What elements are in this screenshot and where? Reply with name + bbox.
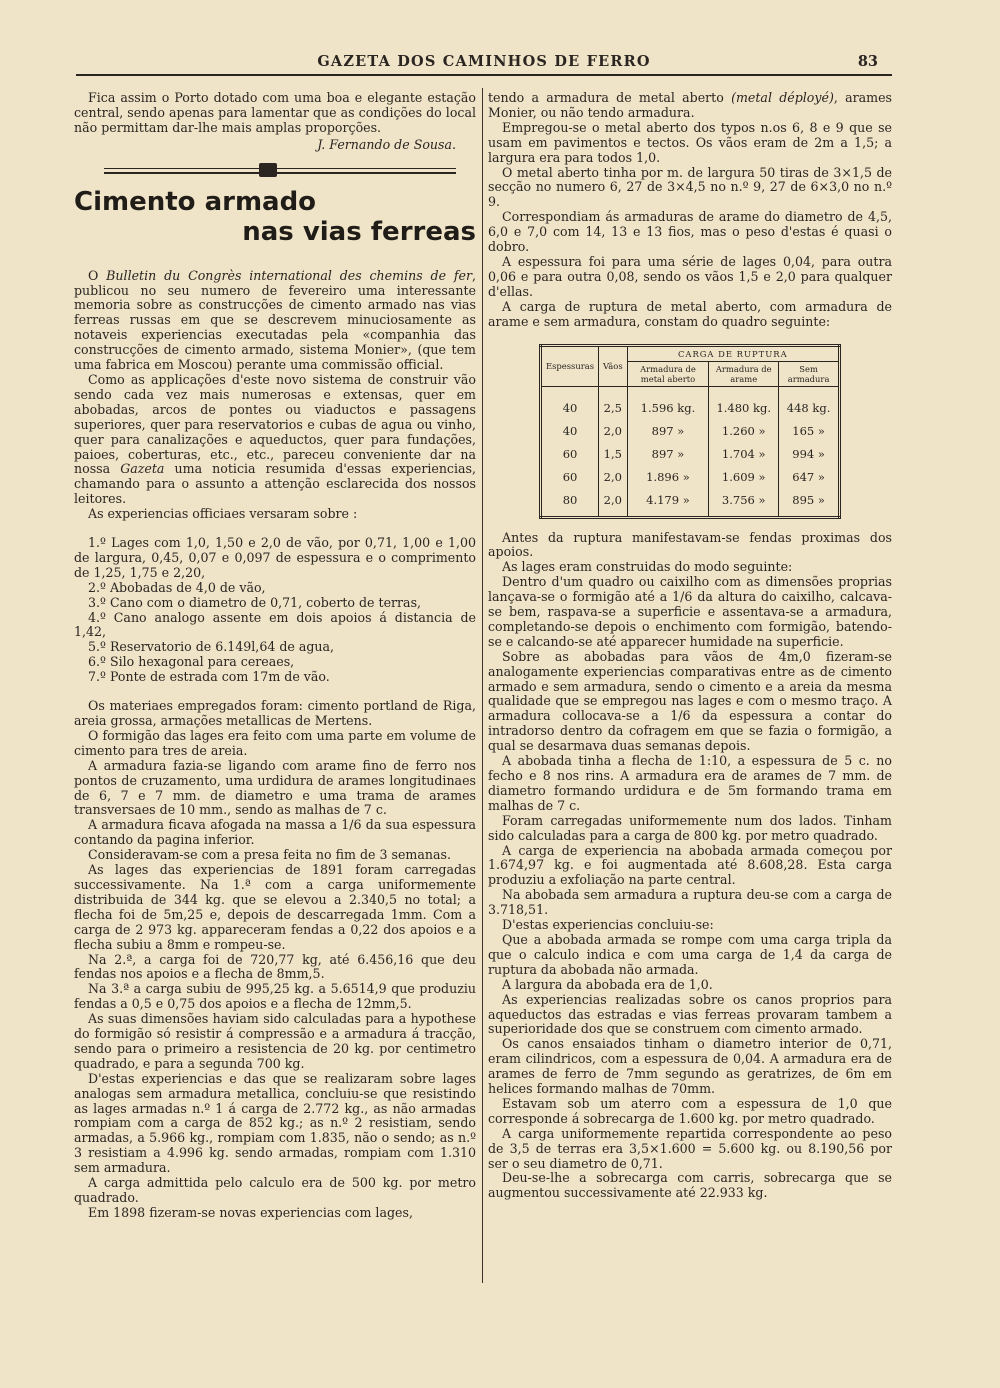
list-item: 6.º Silo hexagonal para cereaes,: [88, 654, 295, 670]
table-row: 80 2,0 4.179 » 3.756 » 895 »: [541, 489, 840, 518]
list-item: 5.º Reservatorio de 6.149l,64 de agua,: [88, 639, 335, 655]
table-row: 40 2,0 897 » 1.260 » 165 »: [541, 420, 840, 443]
paragraph: As experiencias realizadas sobre os canos proprios para aqueductos das estradas e vias ferreas provaram tambem a superioridade dos que se construem com cimento armado.: [488, 991, 892, 1037]
list-item: 7.º Ponte de estrada com 17m de vão.: [88, 669, 330, 685]
paragraph: Os materiaes empregados foram: cimento portland de Riga, areia grossa, armações metallicas de Mertens.: [74, 698, 476, 728]
paragraph: Correspondiam ás armaduras de arame do diametro de 4,5, 6,0 e 7,0 com 14, 13 e 13 fios, mas o peso d'estas é quasi o dobro.: [488, 209, 892, 255]
paragraph: A carga de experiencia na abobada armada começou por 1.674,97 kg. e foi augmentada até 8.608,28. Esta carga produziu a exfoliação na parte central.: [488, 842, 892, 888]
page-header: [76, 52, 892, 76]
metal-deploye-term: (metal déployé): [731, 90, 834, 105]
left-column: [74, 91, 476, 1221]
paragraph: O formigão das lages era feito com uma parte em volume de cimento para tres de areia.: [74, 727, 476, 758]
bulletin-title: Bulletin du Congrès international des chemins de fer: [106, 267, 472, 283]
author-signature: J. Fernando de Sousa.: [317, 136, 456, 152]
paragraph: A largura da abobada era de 1,0.: [502, 976, 713, 992]
journal-title: GAZETA DOS CAMINHOS DE FERRO: [317, 53, 651, 70]
list-item: 2.º Abobadas de 4,0 de vão,: [88, 579, 266, 595]
paragraph: Em 1898 fizeram-se novas experiencias com lages,: [88, 1204, 413, 1220]
paragraph: As lages das experiencias de 1891 foram carregadas successivamente. Na 1.ª com a carga uniformemente distribuida de 344 kg. que se elevou a 2.340,5 no total; a flecha foi de 5m,25 e, depois de descarregada 1mm. Com a carga de 2 973 kg. appareceram fendas a 0,22 dos apoios e a flecha subiu a 8mm e rompeu-se.: [74, 862, 476, 952]
table-row: 60 1,5 897 » 1.704 » 994 »: [541, 443, 840, 466]
column-header-spans: Vãos: [599, 345, 628, 386]
paragraph: Sobre as abobadas para vãos de 4m,0 fizeram-se analogamente experiencias comparativas entre as de cimento armado e sem armadura, sendo o cimento e a areia da mesma qualidade que se empregou nas lages e com o mesmo traço. A armadura collocava-se a 1/6 da espessura a contar do intradorso dentro da cofragem em que se fazia o formigão, a qual se desarmava duas semanas depois.: [488, 648, 892, 754]
paragraph: A armadura fazia-se ligando com arame fino de ferro nos pontos de cruzamento, uma urdidura de arames longitudinaes de 6, 7 e 7 mm. de diametro e uma trama de arames transversaes de 10 mm., sendo as malhas de 7 c.: [74, 757, 476, 818]
column-header-none: Sem armadura: [779, 361, 840, 386]
paragraph: Na 3.ª a carga subiu de 995,25 kg. a 5.6514,9 que produziu fendas a 0,5 e 0,75 dos apoios e a flecha de 12mm,5.: [74, 981, 476, 1012]
paragraph: O metal aberto tinha por m. de largura 50 tiras de 3×1,5 de secção no numero 6, 27 de 3×4,5 no n.º 9, 27 de 6×3,0 no n.º 9.: [488, 164, 892, 210]
rupture-load-table: [539, 344, 841, 519]
paragraph: A armadura ficava afogada na massa a 1/6 da sua espessura contando da pagina inferior.: [74, 817, 476, 848]
article-title: [74, 187, 476, 247]
paragraph: Na 2.ª, a carga foi de 720,77 kg, até 6.456,16 que deu fendas nos apoios e a flecha de 8mm,5.: [74, 951, 476, 982]
column-header-wire: Armadura de arame: [709, 361, 779, 386]
paragraph: Na abobada sem armadura a ruptura deu-se com a carga de 3.718,51.: [488, 887, 892, 918]
paragraph: As experiencias officiaes versaram sobre :: [88, 506, 358, 522]
column-header-group: CARGA DE RUPTURA: [627, 345, 839, 361]
paragraph: D'estas experiencias e das que se realizaram sobre lages analogas sem armadura metallica, concluiu-se que resistindo as lages armadas n.º 1 á carga de 2.772 kg., as não armadas rompiam com a carga de 852 kg.; as n.º 2 resistiam, sendo armadas, a 5.966 kg., rompiam com 1.835, não o sendo; as n.º 3 resistiam a 4.996 kg. sendo armadas, rompiam com 1.310 sem armadura.: [74, 1070, 476, 1176]
paragraph: Deu-se-lhe a sobrecarga com carris, sobrecarga que se augmentou successivamente até 22.933 kg.: [488, 1170, 892, 1201]
paragraph: A carga de ruptura de metal aberto, com armadura de arame e sem armadura, constam do quadro seguinte:: [488, 298, 892, 329]
paragraph: A abobada tinha a flecha de 1:10, a espessura de 5 c. no fecho e 8 nos rins. A armadura era de arames de 7 mm. de diametro formando urdidura e de 5m formando trama em malhas de 7 c.: [488, 753, 892, 813]
intro-paragraph: Fica assim o Porto dotado com uma boa e elegante estação central, sendo apenas para lamentar que as condições do local não permittam dar-lhe mais amplas proporções.: [74, 90, 476, 135]
paragraph: Antes da ruptura manifestavam-se fendas proximas dos apoios.: [488, 529, 892, 560]
paragraph: O Bulletin du Congrès international des chemins de fer, publicou no seu numero de fevereiro uma interessante memoria sobre as construcções de cimento armado nas vias ferreas russas em que se descrevem minuciosamente as notaveis experiencias executadas pela «companhia das construcções de cimento armado, sistema Monier», (que tem uma fabrica em Moscou) perante uma commissão official.: [74, 267, 477, 373]
paragraph: D'estas experiencias concluiu-se:: [502, 917, 714, 933]
paragraph: Os canos ensaiados tinham o diametro interior de 0,71, eram cilindricos, com a espessura de 0,04. A armadura era de arames de ferro de 7mm segundo as geratrizes, de 6m em helices formando malhas de 70mm.: [488, 1036, 892, 1097]
paragraph: Que a abobada armada se rompe com uma carga tripla da que o calculo indica e com uma carga de 1,4 da carga de ruptura da abobada não armada.: [488, 931, 892, 977]
paragraph: Empregou-se o metal aberto dos typos n.os 6, 8 e 9 que se usam em pavimentos e tectos. Os vãos eram de 2m a 1,5; a largura era para todos 1,0.: [488, 119, 892, 165]
paragraph: A espessura foi para uma série de lages 0,04, para outra 0,06 e para outra 0,08, sendo os vãos 1,5 e 2,0 para qualquer d'ellas.: [488, 253, 892, 299]
list-item: 4.º Cano analogo assente em dois apoios á distancia de 1,42,: [74, 609, 476, 640]
experiments-list: [74, 536, 476, 685]
paragraph: A carga uniformemente repartida correspondente ao peso de 3,5 de terras era 3,5×1.600 = 5.600 kg. ou 8.190,56 por ser o seu diametro de 0,71.: [488, 1125, 892, 1171]
paragraph: Estavam sob um aterro com a espessura de 1,0 que corresponde á sobrecarga de 1.600 kg. por metro quadrado.: [488, 1095, 892, 1126]
paragraph: Consideravam-se com a presa feita no fim de 3 semanas.: [88, 847, 451, 863]
section-divider-ornament: [74, 163, 476, 179]
list-item: 1.º Lages com 1,0, 1,50 e 2,0 de vão, por 0,71, 1,00 e 1,00 de largura, 0,45, 0,07 e 0,097 de espessura e o comprimento de 1,25, 1,75 e 2,20,: [74, 535, 476, 580]
paragraph: Foram carregadas uniformemente num dos lados. Tinham sido calculadas para a carga de 800 kg. por metro quadrado.: [488, 812, 892, 843]
column-divider: [482, 88, 483, 1283]
article-title-line-2: nas vias ferreas: [242, 216, 476, 247]
gazeta-reference: Gazeta: [120, 461, 165, 477]
paragraph: As lages eram construidas do modo seguinte:: [502, 559, 793, 575]
paragraph: tendo a armadura de metal aberto (metal déployé), arames Monier, ou não tendo armadura.: [488, 90, 893, 120]
paragraph: Como as applicações d'este novo sistema de construir vão sendo cada vez mais numerosas e extensas, quer em abobadas, arcos de pontes ou viaductos e passagens superiores, quer para reservatorios e cubas de agua ou vinho, quer para canalizações e aqueductos, quer para fundações, paioes, coberturas, etc., etc., pareceu conveniente dar na nossa Gazeta uma noticia resumida d'essas experiencias, chamando para o assunto a attenção esclarecida dos nossos leitores.: [74, 371, 476, 507]
paragraph: A carga admittida pelo calculo era de 500 kg. por metro quadrado.: [74, 1175, 476, 1205]
table-row: 60 2,0 1.896 » 1.609 » 647 »: [541, 466, 840, 489]
column-header-thickness: Espessuras: [541, 345, 599, 386]
list-item: 3.º Cano com o diametro de 0,71, coberto de terras,: [88, 594, 422, 610]
article-title-line-1: Cimento armado: [74, 186, 317, 217]
paragraph: As suas dimensões haviam sido calculadas para a hypothese do formigão só resistir á compressão e a armadura á tracção, sendo para o primeiro a resistencia de 20 kg. por centimetro quadrado, e para a segunda 700 kg.: [74, 1011, 476, 1071]
column-header-metal: Armadura de metal aberto: [627, 361, 709, 386]
right-column: [488, 91, 892, 1201]
paragraph: Dentro d'um quadro ou caixilho com as dimensões proprias lançava-se o formigão até a 1/6 da altura do caixilho, calcava-se bem, raspava-se a superficie e assentava-se a armadura, completando-se depois o enchimento com formigão, batendo-se e calcando-se até apparecer humidade na superficie.: [488, 574, 892, 649]
table-row: 40 2,5 1.596 kg. 1.480 kg. 448 kg.: [541, 386, 840, 420]
locomotive-ornament-icon: [259, 163, 277, 177]
page-number: 83: [857, 53, 878, 70]
